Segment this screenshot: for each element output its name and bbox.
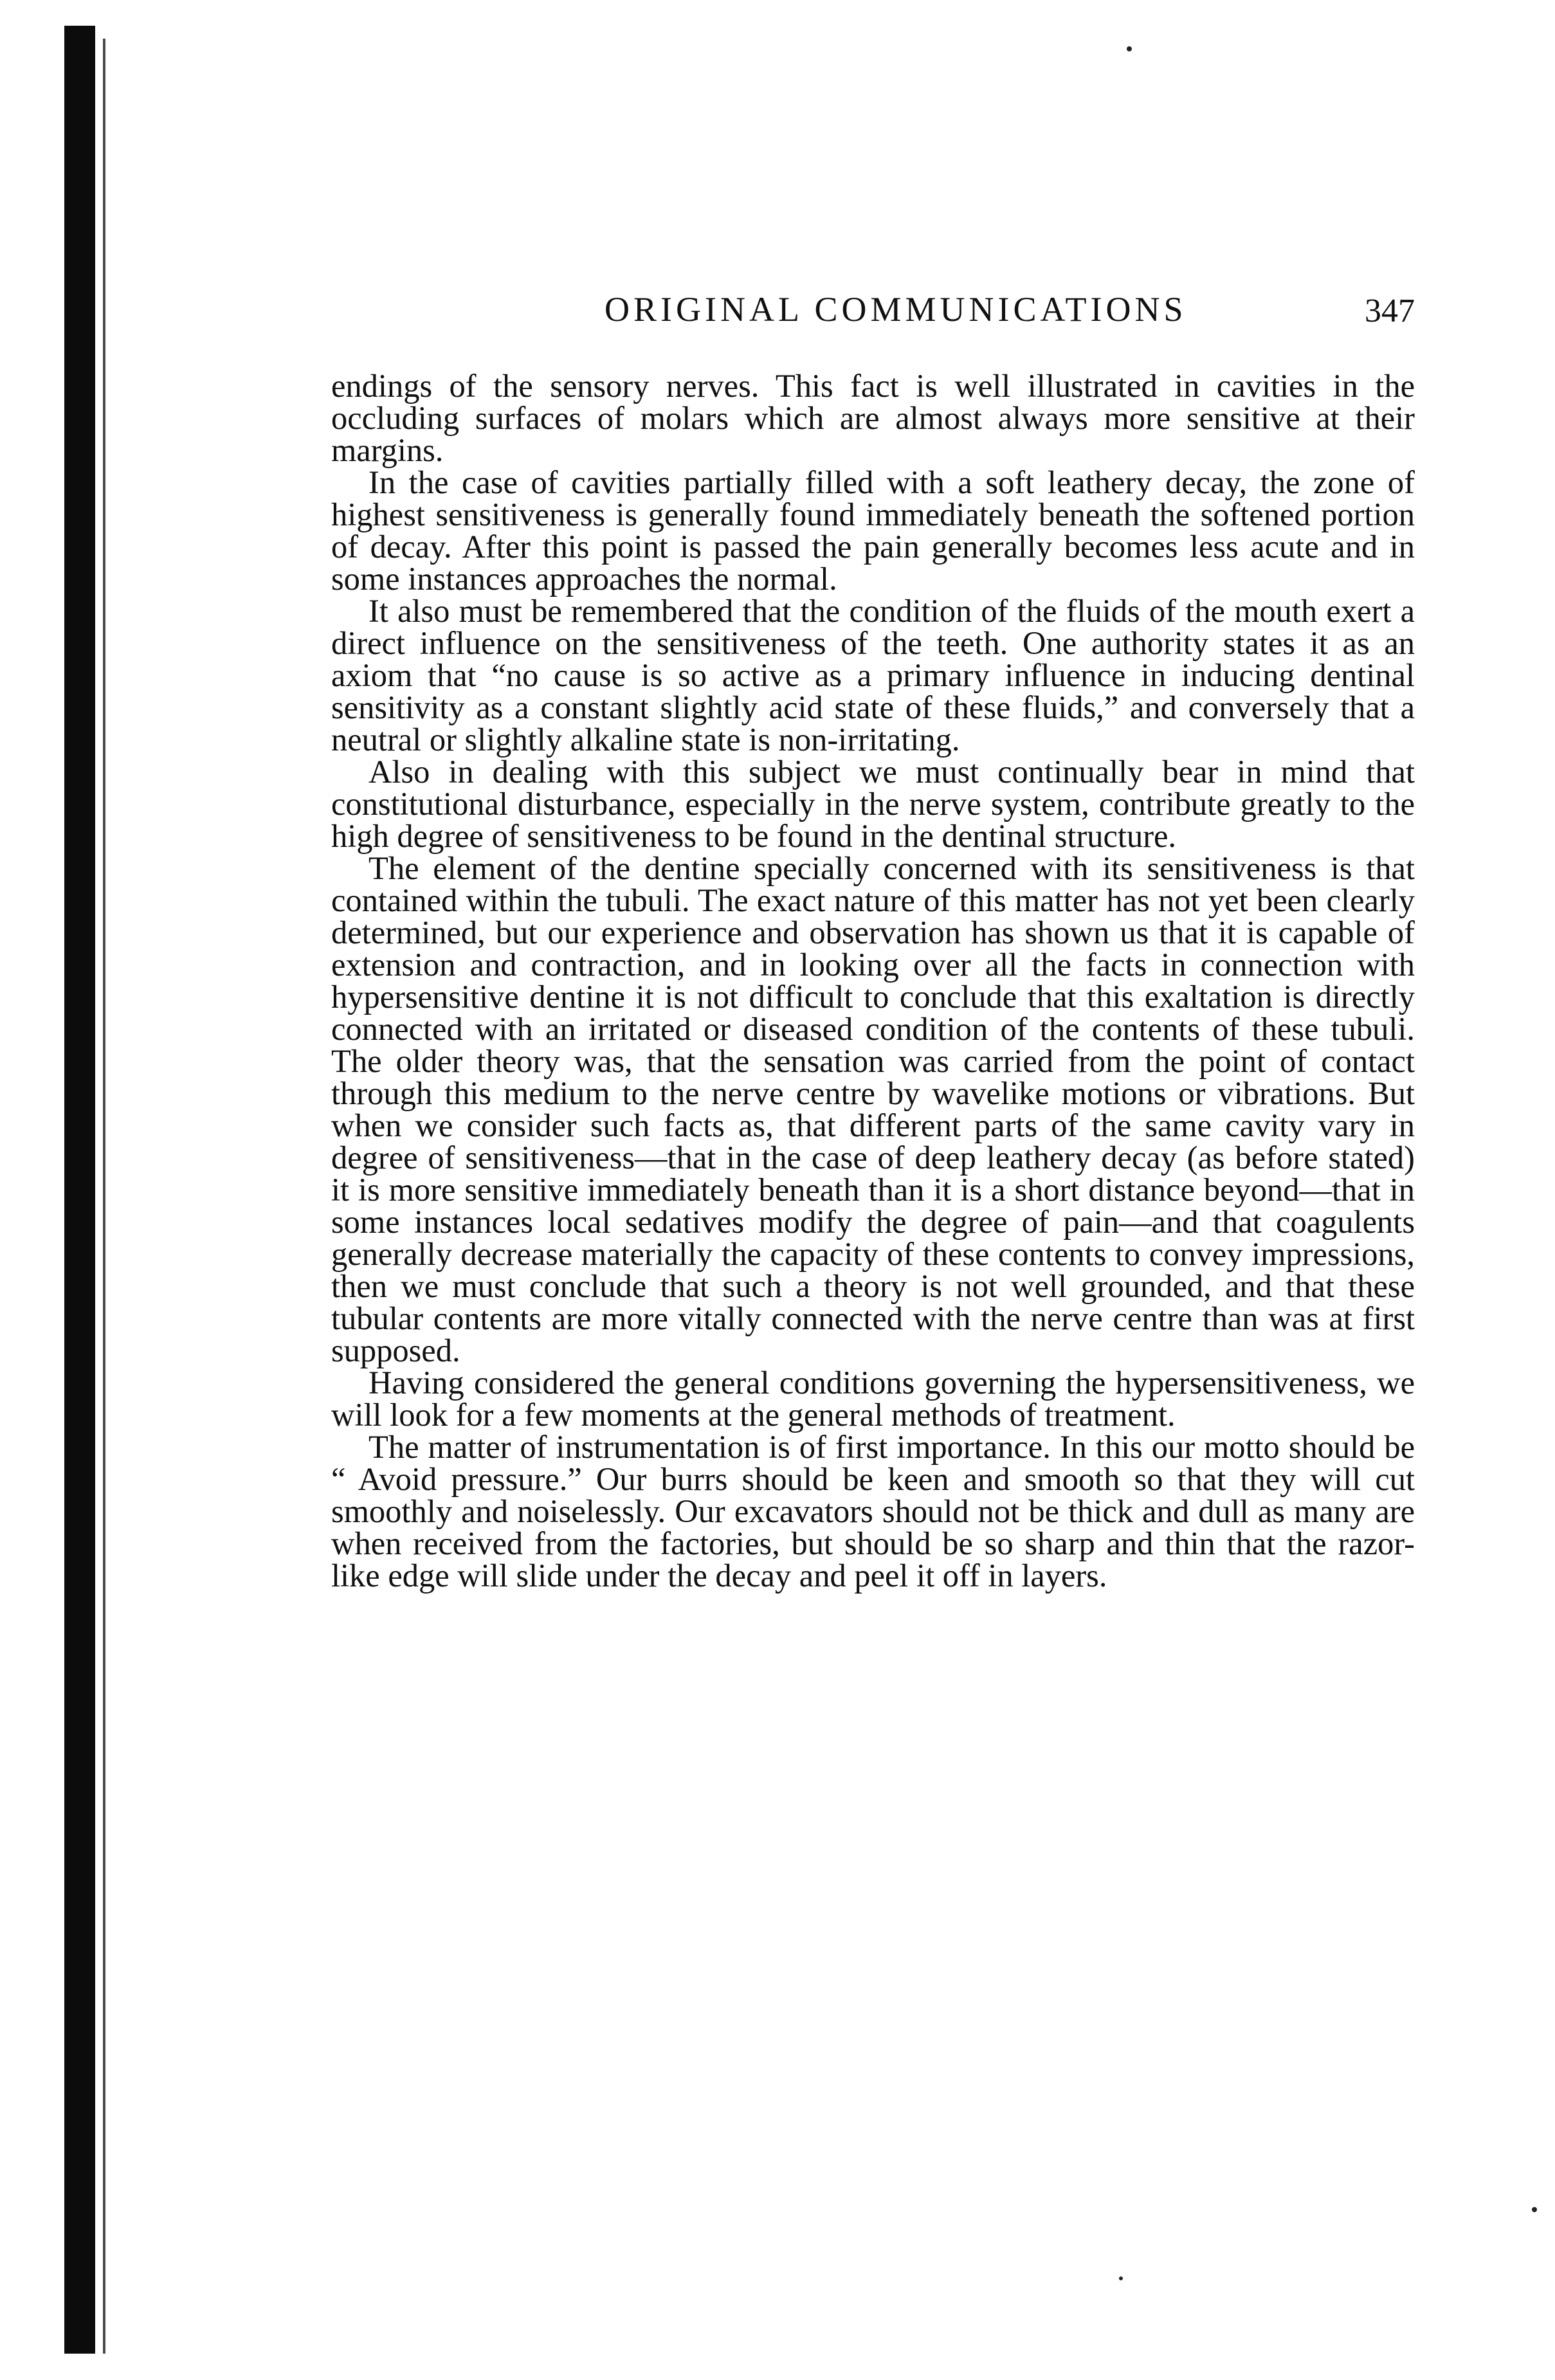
print-speck: [1127, 46, 1132, 51]
body-text: [331, 370, 1415, 1592]
paragraph: The matter of instrumentation is of first importance. In this our motto should be “ Avoid pressure.” Our burrs should be keen and smooth so that they will cut smoothly and noiselessly. Our excavators should not be thick and dull as many are when received from the factories, but should be so sharp and thin that the razor-like edge will slide under the decay and peel it off in layers.: [331, 1429, 1415, 1594]
paragraph: endings of the sensory nerves. This fact is well illustrated in cavities in the occluding surfaces of molars which are almost always more sensitive at their margins.: [331, 368, 1415, 468]
page-binding-edge: [64, 26, 95, 2354]
paragraph: The element of the dentine specially concerned with its sensitiveness is that contained within the tubuli. The exact nature of this matter has not yet been clearly determined, but our experience and observation has shown us that it is capable of extension and contraction, and in looking over all the facts in connection with hypersensitive dentine it is not difficult to conclude that this exaltation is directly connected with an irritated or diseased condition of the contents of these tubuli. The older theory was, that the sensation was carried from the point of contact through this medium to the nerve centre by wavelike motions or vibrations. But when we consider such facts as, that different parts of the same cavity vary in degree of sensitiveness—that in the case of deep leathery decay (as before stated) it is more sensitive immediately beneath than it is a short distance beyond—that in some instances local sedatives modify the degree of pain—and that coagulents generally decrease materially the capacity of these contents to convey impressions, then we must conclude that such a theory is not well grounded, and that these tubular contents are more vitally connected with the nerve centre than was at first supposed.: [331, 850, 1415, 1368]
running-head: [334, 289, 1415, 341]
print-speck: [1119, 2276, 1123, 2280]
paragraph: Also in dealing with this subject we must continually bear in mind that constitutional disturbance, especially in the nerve system, contribute greatly to the high degree of sensitiveness to be found in the dentinal structure.: [331, 754, 1415, 854]
paragraph: In the case of cavities partially filled with a soft leathery decay, the zone of highest sensitiveness is generally found immediately beneath the softened portion of decay. After this point is passed the pain generally becomes less acute and in some instances approaches the normal.: [331, 464, 1415, 597]
running-head-title: ORIGINAL COMMUNICATIONS: [605, 290, 1187, 329]
paragraph: It also must be remembered that the condition of the fluids of the mouth exert a direct influence on the sensitiveness of the teeth. One authority states it as an axiom that “no cause is so active as a primary influence in inducing dentinal sensitivity as a constant slightly acid state of these fluids,” and conversely that a neutral or slightly alkaline state is non-irritating.: [331, 593, 1415, 758]
page-binding-line: [103, 39, 105, 2354]
page-number: 347: [1365, 293, 1415, 329]
print-speck: [1532, 2207, 1537, 2212]
paragraph: Having considered the general conditions governing the hypersensitiveness, we will look for a few moments at the general methods of treatment.: [331, 1365, 1415, 1433]
